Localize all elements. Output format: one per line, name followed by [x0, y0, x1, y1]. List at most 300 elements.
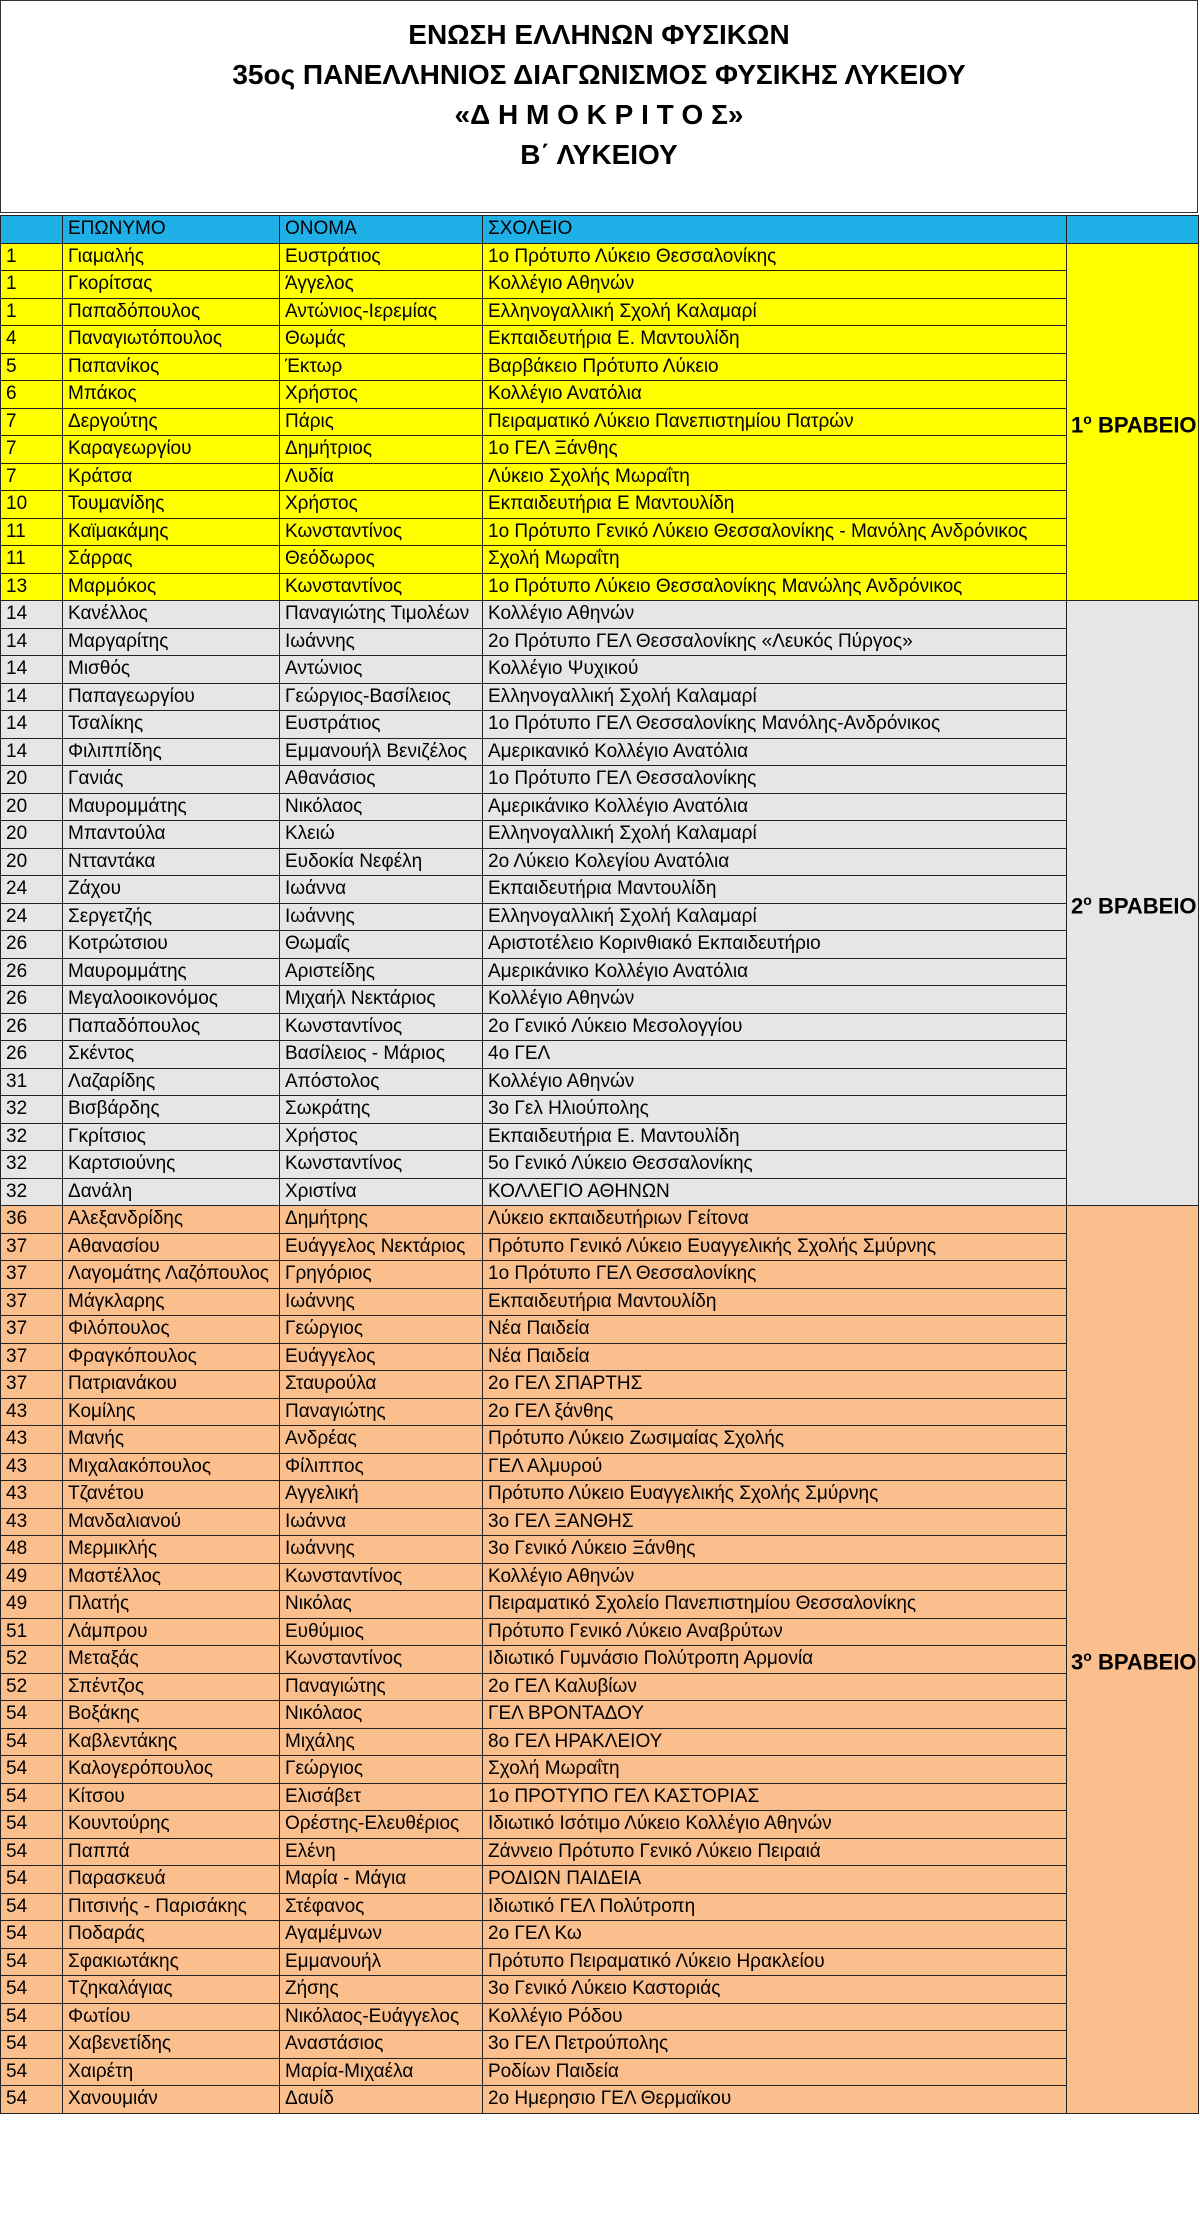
table-row — [1, 1893, 1199, 1921]
cell-school: ΓΕΛ Αλμυρού — [483, 1453, 1067, 1481]
cell-school: 1ο ΓΕΛ Ξάνθης — [483, 436, 1067, 464]
table-row — [1, 573, 1199, 601]
cell-surname: Μεταξάς — [63, 1646, 280, 1674]
cell-rank: 54 — [1, 1976, 63, 2004]
cell-name: Αγαμέμνων — [280, 1921, 483, 1949]
cell-rank: 6 — [1, 381, 63, 409]
cell-rank: 1 — [1, 298, 63, 326]
table-row — [1, 1673, 1199, 1701]
table-row — [1, 381, 1199, 409]
table-row — [1, 1096, 1199, 1124]
cell-name: Ζήσης — [280, 1976, 483, 2004]
table-row — [1, 1618, 1199, 1646]
table-row — [1, 1646, 1199, 1674]
cell-school: Ιδιωτικό Γυμνάσιο Πολύτροπη Αρμονία — [483, 1646, 1067, 1674]
table-row — [1, 793, 1199, 821]
cell-school: Αμερικάνικο Κολλέγιο Ανατόλια — [483, 958, 1067, 986]
cell-rank: 54 — [1, 1921, 63, 1949]
cell-name: Ελένη — [280, 1838, 483, 1866]
cell-name: Ιωάννης — [280, 628, 483, 656]
cell-name: Γεώργιος — [280, 1756, 483, 1784]
table-row — [1, 1728, 1199, 1756]
cell-surname: Πλατής — [63, 1591, 280, 1619]
prize-number: 1 — [1071, 411, 1084, 437]
cell-surname: Τζηκαλάγιας — [63, 1976, 280, 2004]
cell-surname: Ζάχου — [63, 876, 280, 904]
cell-school: 2ο ΓΕΛ ξάνθης — [483, 1398, 1067, 1426]
cell-school: Ελληνογαλλική Σχολή Καλαμαρί — [483, 821, 1067, 849]
cell-name: Μαρία-Μιχαέλα — [280, 2058, 483, 2086]
table-row — [1, 518, 1199, 546]
cell-name: Αγγελική — [280, 1481, 483, 1509]
cell-name: Εμμανουήλ Βενιζέλος — [280, 738, 483, 766]
cell-name: Ιωάννης — [280, 903, 483, 931]
header-surname: ΕΠΩΝΥΜΟ — [63, 216, 280, 244]
cell-rank: 54 — [1, 1756, 63, 1784]
cell-name: Απόστολος — [280, 1068, 483, 1096]
cell-rank: 32 — [1, 1178, 63, 1206]
table-row — [1, 1398, 1199, 1426]
cell-surname: Πατριανάκου — [63, 1371, 280, 1399]
cell-rank: 26 — [1, 1041, 63, 1069]
cell-school: Πειραματικό Λύκειο Πανεπιστημίου Πατρών — [483, 408, 1067, 436]
cell-rank: 43 — [1, 1481, 63, 1509]
cell-rank: 24 — [1, 876, 63, 904]
cell-rank: 37 — [1, 1288, 63, 1316]
cell-school: Βαρβάκειο Πρότυπο Λύκειο — [483, 353, 1067, 381]
cell-rank: 54 — [1, 1866, 63, 1894]
cell-name: Κωνσταντίνος — [280, 573, 483, 601]
table-row — [1, 1453, 1199, 1481]
cell-school: Κολλέγιο Αθηνών — [483, 1563, 1067, 1591]
table-row — [1, 848, 1199, 876]
cell-rank: 43 — [1, 1453, 63, 1481]
cell-name: Χρήστος — [280, 491, 483, 519]
cell-rank: 13 — [1, 573, 63, 601]
cell-rank: 1 — [1, 271, 63, 299]
cell-rank: 14 — [1, 683, 63, 711]
cell-school: Πρότυπο Γενικό Λύκειο Ευαγγελικής Σχολής Σμύρνης — [483, 1233, 1067, 1261]
cell-school: 2ο Γενικό Λύκειο Μεσολογγίου — [483, 1013, 1067, 1041]
table-row — [1, 1838, 1199, 1866]
header-row — [1, 216, 1199, 244]
cell-rank: 48 — [1, 1536, 63, 1564]
cell-name: Κωνσταντίνος — [280, 1151, 483, 1179]
table-row — [1, 931, 1199, 959]
cell-surname: Σφακιωτάκης — [63, 1948, 280, 1976]
cell-name: Ιωάννης — [280, 1536, 483, 1564]
cell-surname: Σάρρας — [63, 546, 280, 574]
cell-school: 2ο Ημερησιο ΓΕΛ Θερμαϊκου — [483, 2086, 1067, 2114]
title-line-4: Β΄ ΛΥΚΕΙΟΥ — [520, 139, 678, 170]
table-row — [1, 1206, 1199, 1234]
cell-school: Αμερικανικό Κολλέγιο Ανατόλια — [483, 738, 1067, 766]
cell-school: 1ο Πρότυπο ΓΕΛ Θεσσαλονίκης Μανόλης-Ανδρόνικος — [483, 711, 1067, 739]
table-row — [1, 986, 1199, 1014]
cell-school: Εκπαιδευτήρια Μαντουλίδη — [483, 876, 1067, 904]
table-row — [1, 1591, 1199, 1619]
cell-school: Κολλέγιο Αθηνών — [483, 271, 1067, 299]
cell-surname: Παπαγεωργίου — [63, 683, 280, 711]
table-row — [1, 1921, 1199, 1949]
header-prize — [1067, 216, 1199, 244]
cell-surname: Βισβάρδης — [63, 1096, 280, 1124]
cell-surname: Ποδαράς — [63, 1921, 280, 1949]
prize-text: ΒΡΑΒΕΙΟ — [1097, 411, 1197, 437]
cell-school: Ζάννειο Πρότυπο Γενικό Λύκειο Πειραιά — [483, 1838, 1067, 1866]
cell-school: Ροδίων Παιδεία — [483, 2058, 1067, 2086]
cell-school: 1ο Πρότυπο ΓΕΛ Θεσσαλονίκης — [483, 766, 1067, 794]
cell-surname: Παρασκευά — [63, 1866, 280, 1894]
cell-school: Κολλέγιο Ανατόλια — [483, 381, 1067, 409]
cell-school: 2ο ΓΕΛ Κω — [483, 1921, 1067, 1949]
results-table — [0, 215, 1199, 2114]
table-row — [1, 298, 1199, 326]
cell-name: Βασίλειος - Μάριος — [280, 1041, 483, 1069]
cell-surname: Τζανέτου — [63, 1481, 280, 1509]
cell-surname: Μανής — [63, 1426, 280, 1454]
cell-school: Κολλέγιο Αθηνών — [483, 601, 1067, 629]
cell-name: Νικόλαος — [280, 793, 483, 821]
cell-school: 4ο ΓΕΛ — [483, 1041, 1067, 1069]
cell-rank: 49 — [1, 1563, 63, 1591]
cell-school: Αριστοτέλειο Κορινθιακό Εκπαιδευτήριο — [483, 931, 1067, 959]
cell-surname: Καβλεντάκης — [63, 1728, 280, 1756]
cell-rank: 37 — [1, 1233, 63, 1261]
header-school: ΣΧΟΛΕΙΟ — [483, 216, 1067, 244]
prize-ordinal: ο — [1083, 410, 1092, 427]
cell-rank: 54 — [1, 2086, 63, 2114]
cell-rank: 54 — [1, 1893, 63, 1921]
cell-name: Ευδοκία Νεφέλη — [280, 848, 483, 876]
table-row — [1, 2086, 1199, 2114]
cell-name: Πάρις — [280, 408, 483, 436]
cell-name: Σωκράτης — [280, 1096, 483, 1124]
cell-surname: Κουντούρης — [63, 1811, 280, 1839]
cell-school: 1ο ΠΡΟΤΥΠΟ ΓΕΛ ΚΑΣΤΟΡΙΑΣ — [483, 1783, 1067, 1811]
table-row — [1, 1371, 1199, 1399]
cell-name: Ανδρέας — [280, 1426, 483, 1454]
cell-school: 8ο ΓΕΛ ΗΡΑΚΛΕΙΟΥ — [483, 1728, 1067, 1756]
cell-surname: Παπανίκος — [63, 353, 280, 381]
prize-text: ΒΡΑΒΕΙΟ — [1097, 1649, 1197, 1675]
cell-rank: 32 — [1, 1096, 63, 1124]
cell-surname: Αλεξανδρίδης — [63, 1206, 280, 1234]
cell-school: 3ο Γενικό Λύκειο Καστοριάς — [483, 1976, 1067, 2004]
cell-rank: 10 — [1, 491, 63, 519]
cell-rank: 7 — [1, 436, 63, 464]
cell-rank: 54 — [1, 1838, 63, 1866]
cell-name: Θεόδωρος — [280, 546, 483, 574]
cell-school: Πρότυπο Πειραματικό Λύκειο Ηρακλείου — [483, 1948, 1067, 1976]
cell-rank: 11 — [1, 518, 63, 546]
cell-name: Νικόλας — [280, 1591, 483, 1619]
cell-rank: 52 — [1, 1646, 63, 1674]
table-row — [1, 1261, 1199, 1289]
cell-school: 1ο Πρότυπο Γενικό Λύκειο Θεσσαλονίκης - Μανόλης Ανδρόνικος — [483, 518, 1067, 546]
results-body — [1, 216, 1199, 2114]
cell-school: Σχολή Μωραΐτη — [483, 546, 1067, 574]
cell-name: Μιχαήλ Νεκτάριος — [280, 986, 483, 1014]
cell-name: Αθανάσιος — [280, 766, 483, 794]
cell-rank: 26 — [1, 986, 63, 1014]
cell-name: Γρηγόριος — [280, 1261, 483, 1289]
prize-label-tier-2 — [1067, 601, 1199, 1206]
cell-school: Αμερικάνικο Κολλέγιο Ανατόλια — [483, 793, 1067, 821]
cell-school: Σχολή Μωραΐτη — [483, 1756, 1067, 1784]
table-row — [1, 601, 1199, 629]
cell-rank: 32 — [1, 1123, 63, 1151]
cell-surname: Κοτρώτσιου — [63, 931, 280, 959]
cell-rank: 24 — [1, 903, 63, 931]
cell-school: Κολλέγιο Ρόδου — [483, 2003, 1067, 2031]
cell-school: 1ο Πρότυπο Λύκειο Θεσσαλονίκης Μανώλης Ανδρόνικος — [483, 573, 1067, 601]
cell-rank: 54 — [1, 1811, 63, 1839]
cell-rank: 54 — [1, 1948, 63, 1976]
cell-surname: Χαβενετίδης — [63, 2031, 280, 2059]
cell-surname: Μισθός — [63, 656, 280, 684]
cell-rank: 36 — [1, 1206, 63, 1234]
cell-rank: 43 — [1, 1426, 63, 1454]
cell-name: Άγγελος — [280, 271, 483, 299]
table-row — [1, 463, 1199, 491]
cell-school: 2ο ΓΕΛ Καλυβίων — [483, 1673, 1067, 1701]
header-rank — [1, 216, 63, 244]
cell-rank: 26 — [1, 1013, 63, 1041]
cell-school: Πειραματικό Σχολείο Πανεπιστημίου Θεσσαλονίκης — [483, 1591, 1067, 1619]
table-row — [1, 2031, 1199, 2059]
table-row — [1, 436, 1199, 464]
cell-school: ΚΟΛΛΕΓΙΟ ΑΘΗΝΩΝ — [483, 1178, 1067, 1206]
cell-school: Κολλέγιο Αθηνών — [483, 986, 1067, 1014]
cell-rank: 37 — [1, 1371, 63, 1399]
cell-school: 3ο Γενικό Λύκειο Ξάνθης — [483, 1536, 1067, 1564]
cell-surname: Ντταντάκα — [63, 848, 280, 876]
cell-surname: Καρτσιούνης — [63, 1151, 280, 1179]
cell-name: Γεώργιος — [280, 1316, 483, 1344]
cell-school: Λύκειο εκπαιδευτήριων Γείτονα — [483, 1206, 1067, 1234]
cell-surname: Καραγεωργίου — [63, 436, 280, 464]
table-row — [1, 2003, 1199, 2031]
cell-surname: Μαρμόκος — [63, 573, 280, 601]
header-name: ΟΝΟΜΑ — [280, 216, 483, 244]
cell-surname: Δεργούτης — [63, 408, 280, 436]
cell-school: Εκπαιδευτήρια Ε. Μαντουλίδη — [483, 326, 1067, 354]
cell-school: 1ο Πρότυπο ΓΕΛ Θεσσαλονίκης — [483, 1261, 1067, 1289]
cell-school: Εκπαιδευτήρια Μαντουλίδη — [483, 1288, 1067, 1316]
cell-name: Ευστράτιος — [280, 711, 483, 739]
cell-school: Εκπαιδευτήρια Ε Μαντουλίδη — [483, 491, 1067, 519]
cell-name: Αντώνιος-Ιερεμίας — [280, 298, 483, 326]
cell-surname: Μεγαλοοικονόμος — [63, 986, 280, 1014]
cell-name: Δημήτρης — [280, 1206, 483, 1234]
cell-surname: Μπαντούλα — [63, 821, 280, 849]
prize-ordinal: ο — [1083, 891, 1092, 908]
cell-surname: Βοξάκης — [63, 1701, 280, 1729]
cell-rank: 37 — [1, 1343, 63, 1371]
cell-surname: Μαργαρίτης — [63, 628, 280, 656]
cell-surname: Μανδαλιανού — [63, 1508, 280, 1536]
cell-name: Ιωάννης — [280, 1288, 483, 1316]
cell-rank: 14 — [1, 656, 63, 684]
cell-surname: Τουμανίδης — [63, 491, 280, 519]
cell-name: Αριστείδης — [280, 958, 483, 986]
table-row — [1, 1783, 1199, 1811]
cell-name: Ευστράτιος — [280, 243, 483, 271]
cell-school: Κολλέγιο Αθηνών — [483, 1068, 1067, 1096]
cell-surname: Φιλόπουλος — [63, 1316, 280, 1344]
cell-rank: 14 — [1, 601, 63, 629]
cell-surname: Μάγκλαρης — [63, 1288, 280, 1316]
table-row — [1, 1426, 1199, 1454]
cell-rank: 43 — [1, 1398, 63, 1426]
cell-school: 2ο Λύκειο Κολεγίου Ανατόλια — [483, 848, 1067, 876]
cell-rank: 54 — [1, 1701, 63, 1729]
cell-school: Νέα Παιδεία — [483, 1316, 1067, 1344]
cell-name: Εμμανουήλ — [280, 1948, 483, 1976]
cell-name: Νικόλαος — [280, 1701, 483, 1729]
cell-name: Έκτωρ — [280, 353, 483, 381]
cell-surname: Μαυρομμάτης — [63, 958, 280, 986]
cell-surname: Σπέντζος — [63, 1673, 280, 1701]
cell-surname: Δανάλη — [63, 1178, 280, 1206]
cell-school: Ελληνογαλλική Σχολή Καλαμαρί — [483, 298, 1067, 326]
cell-surname: Μαστέλλος — [63, 1563, 280, 1591]
cell-surname: Κομίλης — [63, 1398, 280, 1426]
cell-surname: Χαιρέτη — [63, 2058, 280, 2086]
cell-surname: Χανουμιάν — [63, 2086, 280, 2114]
cell-surname: Κράτσα — [63, 463, 280, 491]
cell-rank: 32 — [1, 1151, 63, 1179]
prize-number: 3 — [1071, 1649, 1084, 1675]
prize-label-tier-1 — [1067, 243, 1199, 601]
cell-rank: 20 — [1, 793, 63, 821]
cell-surname: Παπαδόπουλος — [63, 1013, 280, 1041]
table-row — [1, 1068, 1199, 1096]
cell-school: 1ο Πρότυπο Λύκειο Θεσσαλονίκης — [483, 243, 1067, 271]
cell-surname: Παππά — [63, 1838, 280, 1866]
cell-surname: Μαυρομμάτης — [63, 793, 280, 821]
cell-rank: 14 — [1, 738, 63, 766]
table-row — [1, 243, 1199, 271]
table-row — [1, 1288, 1199, 1316]
table-row — [1, 1151, 1199, 1179]
cell-school: ΡΟΔΙΩΝ ΠΑΙΔΕΙΑ — [483, 1866, 1067, 1894]
cell-surname: Παπαδόπουλος — [63, 298, 280, 326]
cell-name: Στέφανος — [280, 1893, 483, 1921]
cell-name: Κωνσταντίνος — [280, 518, 483, 546]
cell-school: Κολλέγιο Ψυχικού — [483, 656, 1067, 684]
table-row — [1, 271, 1199, 299]
cell-school: 2ο ΓΕΛ ΣΠΑΡΤΗΣ — [483, 1371, 1067, 1399]
cell-surname: Κανέλλος — [63, 601, 280, 629]
table-row — [1, 546, 1199, 574]
cell-rank: 20 — [1, 848, 63, 876]
cell-rank: 5 — [1, 353, 63, 381]
prize-label-tier-3 — [1067, 1206, 1199, 2114]
cell-school: 5ο Γενικό Λύκειο Θεσσαλονίκης — [483, 1151, 1067, 1179]
cell-name: Ιωάννα — [280, 1508, 483, 1536]
cell-surname: Γιαμαλής — [63, 243, 280, 271]
cell-name: Ευάγγελος Νεκτάριος — [280, 1233, 483, 1261]
title-line-3: «Δ Η Μ Ο Κ Ρ Ι Τ Ο Σ» — [454, 99, 744, 130]
cell-school: Ελληνογαλλική Σχολή Καλαμαρί — [483, 903, 1067, 931]
table-row — [1, 1508, 1199, 1536]
cell-name: Ευθύμιος — [280, 1618, 483, 1646]
cell-surname: Γκορίτσας — [63, 271, 280, 299]
table-row — [1, 1316, 1199, 1344]
cell-name: Δημήτριος — [280, 436, 483, 464]
cell-surname: Τσαλίκης — [63, 711, 280, 739]
cell-name: Ελισάβετ — [280, 1783, 483, 1811]
cell-rank: 4 — [1, 326, 63, 354]
table-row — [1, 1866, 1199, 1894]
cell-rank: 52 — [1, 1673, 63, 1701]
cell-rank: 26 — [1, 958, 63, 986]
cell-surname: Κίτσου — [63, 1783, 280, 1811]
cell-surname: Μπάκος — [63, 381, 280, 409]
table-row — [1, 1536, 1199, 1564]
cell-name: Λυδία — [280, 463, 483, 491]
cell-surname: Μιχαλακόπουλος — [63, 1453, 280, 1481]
cell-rank: 54 — [1, 2058, 63, 2086]
table-row — [1, 1811, 1199, 1839]
cell-rank: 37 — [1, 1316, 63, 1344]
cell-rank: 7 — [1, 463, 63, 491]
cell-name: Σταυρούλα — [280, 1371, 483, 1399]
cell-rank: 20 — [1, 766, 63, 794]
cell-name: Παναγιώτης — [280, 1673, 483, 1701]
table-row — [1, 1563, 1199, 1591]
cell-school: Ιδιωτικό Ισότιμο Λύκειο Κολλέγιο Αθηνών — [483, 1811, 1067, 1839]
cell-name: Κωνσταντίνος — [280, 1013, 483, 1041]
cell-surname: Καϊμακάμης — [63, 518, 280, 546]
cell-surname: Αθανασίου — [63, 1233, 280, 1261]
table-row — [1, 1233, 1199, 1261]
cell-rank: 1 — [1, 243, 63, 271]
cell-rank: 54 — [1, 1728, 63, 1756]
cell-name: Αντώνιος — [280, 656, 483, 684]
cell-surname: Παναγιωτόπουλος — [63, 326, 280, 354]
cell-rank: 54 — [1, 2031, 63, 2059]
cell-school: Εκπαιδευτήρια Ε. Μαντουλίδη — [483, 1123, 1067, 1151]
cell-rank: 14 — [1, 711, 63, 739]
prize-number: 2 — [1071, 893, 1084, 919]
table-row — [1, 1178, 1199, 1206]
cell-surname: Σεργετζής — [63, 903, 280, 931]
cell-school: Πρότυπο Γενικό Λύκειο Αναβρύτων — [483, 1618, 1067, 1646]
table-row — [1, 903, 1199, 931]
table-row — [1, 1948, 1199, 1976]
cell-rank: 26 — [1, 931, 63, 959]
prize-text: ΒΡΑΒΕΙΟ — [1097, 893, 1197, 919]
cell-school: Νέα Παιδεία — [483, 1343, 1067, 1371]
table-row — [1, 1976, 1199, 2004]
cell-name: Γεώργιος-Βασίλειος — [280, 683, 483, 711]
cell-name: Δαυίδ — [280, 2086, 483, 2114]
cell-name: Φίλιππος — [280, 1453, 483, 1481]
table-row — [1, 738, 1199, 766]
cell-name: Χριστίνα — [280, 1178, 483, 1206]
cell-rank: 54 — [1, 2003, 63, 2031]
cell-name: Ορέστης-Ελευθέριος — [280, 1811, 483, 1839]
cell-school: Πρότυπο Λύκειο Ευαγγελικής Σχολής Σμύρνης — [483, 1481, 1067, 1509]
table-row — [1, 1013, 1199, 1041]
table-row — [1, 958, 1199, 986]
cell-surname: Πιτσινής - Παρισάκης — [63, 1893, 280, 1921]
cell-name: Αναστάσιος — [280, 2031, 483, 2059]
table-row — [1, 683, 1199, 711]
